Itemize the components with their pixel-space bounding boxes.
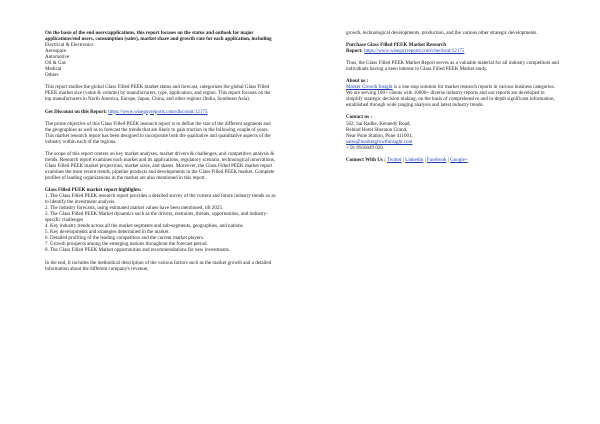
highlights-list — [45, 193, 277, 253]
purchase-link[interactable]: https://www.wiseguyreports.com/checkout/12175 — [364, 48, 465, 55]
applications-heading: On the basis of the end users/applications, this report focuses on the status and outlook for major applications/end users, consumption (sales), market share and growth rate for each application, including — [45, 30, 272, 43]
contact-email-link[interactable]: sales@marketgrowthinsight.com — [346, 138, 413, 145]
applications-list — [45, 42, 277, 78]
list-item: 3. The Glass Filled PEEK Market dynamics such as the drivers, restraints, threats, opportunities, and industry-specific challenges — [45, 211, 268, 224]
linkedin-link[interactable]: Linkedin — [405, 156, 424, 163]
right-column — [346, 30, 560, 169]
discount-link[interactable]: https://www.wiseguyreports.com/discount/12175 — [108, 108, 208, 115]
continuation-paragraph: growth, technological developments, production, and the various other strategic developments. — [346, 30, 538, 36]
study-paragraph: This report studies the global Glass Filled PEEK market status and forecast, categorizes the global Glass Filled PEEK market size (value & volume) by manufacturers, type, application, and region. This report focuses on the top manufacturers in North America, Europe, Japan, China, and other regions (India, Southeast Asia). — [45, 84, 271, 103]
address-line: Behind Hotel Sheraton Grand, — [346, 126, 408, 133]
discount-line — [45, 109, 277, 115]
connect-line: Connect With Us : Twitter | Linkedin | Facebook | Google+ — [346, 156, 468, 163]
list-item: Aerospace — [45, 48, 67, 55]
end-paragraph: In the end, It includes the methodical description of the various factors such as the market growth and a detailed information about the different company's revenue, — [45, 259, 272, 272]
list-item: 4. Key industry trends across all the market segments and sub-segments, geographies, and nations. — [45, 223, 244, 230]
list-item: 6. Detailed profiling of the leading competitors and the current market players. — [45, 235, 205, 242]
address-line: 502, Sai Radhe, Kennedy Road, — [346, 120, 411, 127]
list-item: 1. The Glass Filled PEEK research report provides a detailed survey of the current and future industry trends so as to identify the investment analysis. — [45, 193, 276, 206]
facebook-link[interactable]: Facebook — [426, 156, 447, 163]
list-item: Electrical & Electronics — [45, 42, 94, 49]
connect-heading: Connect With Us : — [346, 156, 388, 163]
list-item: Medical — [45, 66, 62, 73]
list-item: 5. Key developments and strategies determined in the market. — [45, 229, 170, 236]
highlights-heading: Glass Filled PEEK market report highlights: — [45, 186, 142, 193]
purchase-label: Report: — [346, 48, 365, 55]
contact-heading: Contact us : — [346, 114, 373, 121]
twitter-link[interactable]: Twitter — [387, 156, 402, 163]
purchase-heading: Purchase Glass Filled PEEK Market Research — [346, 42, 447, 49]
about-link[interactable]: Market Growth Insight — [346, 84, 393, 91]
left-column — [45, 30, 277, 278]
discount-label: Get Discount on this Report: — [45, 108, 109, 115]
address-line: Near Pune Station, Pune 411001, — [346, 132, 413, 139]
list-item: 7. Growth prospects among the emerging nations throughout the forecast period. — [45, 241, 208, 248]
thus-paragraph: Thus, the Glass Filled PEEK Market Report serves as a valuable material for all industry competitors and individuals having a keen interest in Glass Filled PEEK Market study. — [346, 60, 559, 73]
list-item: Automotive — [45, 54, 70, 61]
list-item: Oil & Gas — [45, 60, 66, 67]
about-heading: About us : — [346, 78, 369, 85]
about-paragraph — [346, 84, 560, 108]
list-item: 2. The industry forecasts, using estimated market values have been mentioned, till 2025. — [45, 205, 224, 212]
scope-paragraph: The scope of this report centers on key market analyses, market drivers & challenges, and competitive analysis & trends. Research report examines each market and its applications, regulatory scenario, technological innovations, Glass Filled PEEK market projections, market sizes, and shares. Moreover, the Glass Filled PEEK market report examines the most recent trends, pipeline products and developments in the Glass Filled PEEK market. Complete profiles of leading organizations in the market are also mentioned in this report. — [45, 150, 276, 181]
contact-phone: + 91 8956049 020 — [346, 144, 383, 151]
about-text: is a one stop solution for market research reports in various business categories. We are serving 100+ clients with 10000+ diverse industry reports and our reports are developed to simplify strategic decision making, on the basis of comprehensive and in-depth significant information, established through wide ranging analysis and latest industry trends. — [346, 84, 555, 109]
list-item: 8. The Glass Filled PEEK Market opportunities and recommendations for new investments. — [45, 247, 231, 254]
objective-paragraph: The prime objective of this Glass Filled PEEK research report is to define the size of the different segments and the geographies as well as to forecast the trends that are likely to gain traction in the following couple of years. This market research report has been designed to incorporate both the qualitative and quantitative aspects of the industry within each of the regions. — [45, 120, 271, 145]
purchase-block — [346, 42, 560, 54]
google-plus-link[interactable]: Google+ — [450, 156, 468, 163]
contact-block — [346, 121, 560, 151]
list-item: Others — [45, 72, 59, 79]
